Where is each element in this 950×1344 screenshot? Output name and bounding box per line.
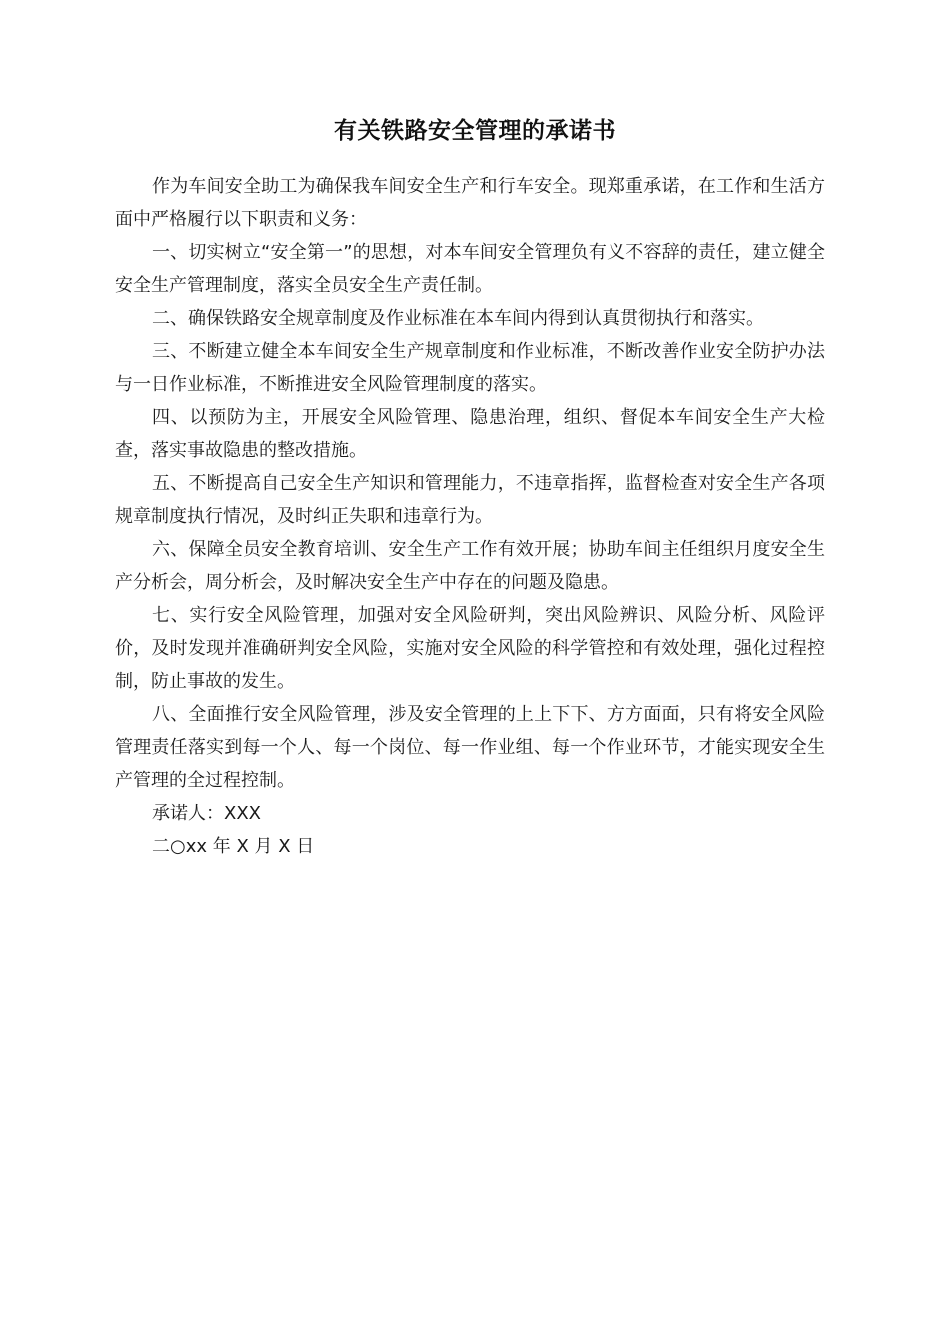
clause-1-paragraph: 一、切实树立“安全第一”的思想，对本车间安全管理负有义不容辞的责任，建立健全安全生产管理制度，落实全员安全生产责任制。 bbox=[115, 242, 825, 296]
document-body bbox=[115, 170, 825, 863]
clause-3-paragraph: 三、不断建立健全本车间安全生产规章制度和作业标准，不断改善作业安全防护办法与一日作业标准，不断推进安全风险管理制度的落实。 bbox=[115, 341, 825, 395]
clause-5-paragraph: 五、不断提高自己安全生产知识和管理能力，不违章指挥，监督检查对安全生产各项规章制度执行情况，及时纠正失职和违章行为。 bbox=[115, 473, 825, 527]
clause-2-paragraph: 二、确保铁路安全规章制度及作业标准在本车间内得到认真贯彻执行和落实。 bbox=[152, 308, 764, 329]
clause-7-paragraph: 七、实行安全风险管理，加强对安全风险研判，突出风险辨识、风险分析、风险评价，及时发现并准确研判安全风险，实施对安全风险的科学管控和有效处理，强化过程控制，防止事故的发生。 bbox=[115, 605, 825, 692]
document-title: 有关铁路安全管理的承诺书 bbox=[334, 118, 616, 144]
signatory-line: 承诺人：XXX bbox=[152, 803, 261, 824]
clause-4-paragraph: 四、以预防为主，开展安全风险管理、隐患治理，组织、督促本车间安全生产大检查，落实事故隐患的整改措施。 bbox=[115, 407, 825, 461]
clause-8-paragraph: 八、全面推行安全风险管理，涉及安全管理的上上下下、方方面面，只有将安全风险管理责任落实到每一个人、每一个岗位、每一作业组、每一个作业环节，才能实现安全生产管理的全过程控制。 bbox=[115, 704, 825, 791]
date-line: 二○xx 年 X 月 X 日 bbox=[152, 836, 315, 857]
clause-6-paragraph: 六、保障全员安全教育培训、安全生产工作有效开展；协助车间主任组织月度安全生产分析会，周分析会，及时解决安全生产中存在的问题及隐患。 bbox=[115, 539, 825, 593]
intro-paragraph: 作为车间安全助工为确保我车间安全生产和行车安全。现郑重承诺，在工作和生活方面中严格履行以下职责和义务： bbox=[115, 176, 825, 230]
